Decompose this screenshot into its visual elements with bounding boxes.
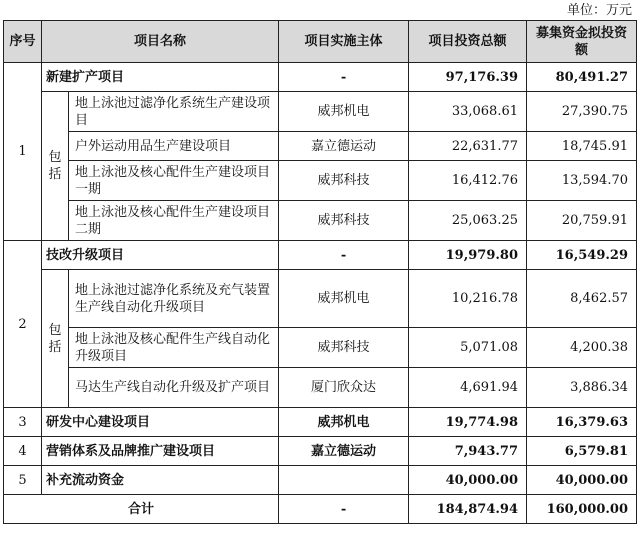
sub-entity: 威邦科技 (279, 201, 409, 241)
sub-total: 22,631.77 (409, 132, 527, 161)
row-no: 1 (4, 63, 42, 241)
row-no: 4 (4, 437, 42, 466)
header-row (4, 21, 637, 63)
row-no: 3 (4, 408, 42, 437)
sub-row (4, 92, 637, 132)
sub-raised: 8,462.57 (527, 270, 637, 328)
sub-total: 10,216.78 (409, 270, 527, 328)
sub-row (4, 328, 637, 368)
sub-entity: 威邦科技 (279, 328, 409, 368)
sub-name: 地上泳池过滤净化系统生产建设项目 (69, 92, 279, 132)
sub-raised: 18,745.91 (527, 132, 637, 161)
header-name: 项目名称 (42, 21, 279, 63)
project-name: 研发中心建设项目 (42, 408, 279, 437)
sub-raised: 4,200.38 (527, 328, 637, 368)
project-raised: 16,379.63 (527, 408, 637, 437)
total-total: 184,874.94 (409, 495, 527, 524)
bao-char: 包 (48, 150, 62, 165)
sub-total: 25,063.25 (409, 201, 527, 241)
header-entity: 项目实施主体 (279, 21, 409, 63)
project-raised: 6,579.81 (527, 437, 637, 466)
sub-raised: 13,594.70 (527, 161, 637, 201)
project-entity: 威邦机电 (279, 408, 409, 437)
group-entity: - (279, 63, 409, 92)
project-name: 营销体系及品牌推广建设项目 (42, 437, 279, 466)
sub-name: 地上泳池及核心配件生产建设项目二期 (69, 201, 279, 241)
sub-row (4, 161, 637, 201)
project-raised: 40,000.00 (527, 466, 637, 495)
sub-entity: 威邦机电 (279, 270, 409, 328)
group-total: 97,176.39 (409, 63, 527, 92)
kuo-char: 括 (48, 167, 62, 182)
sub-raised: 27,390.75 (527, 92, 637, 132)
group-raised: 16,549.29 (527, 241, 637, 270)
total-entity: - (279, 495, 409, 524)
total-label: 合计 (4, 495, 279, 524)
sub-total: 4,691.94 (409, 368, 527, 408)
sub-entity: 厦门欣众达 (279, 368, 409, 408)
sub-total: 5,071.08 (409, 328, 527, 368)
total-raised: 160,000.00 (527, 495, 637, 524)
total-row (4, 495, 637, 524)
group-total: 19,979.80 (409, 241, 527, 270)
project-row (4, 408, 637, 437)
sub-entity: 嘉立德运动 (279, 132, 409, 161)
sub-name: 地上泳池及核心配件生产线自动化升级项目 (69, 328, 279, 368)
sub-total: 16,412.76 (409, 161, 527, 201)
investment-table (3, 20, 637, 524)
sub-raised: 3,886.34 (527, 368, 637, 408)
sub-row (4, 368, 637, 408)
group-row (4, 241, 637, 270)
sub-raised: 20,759.91 (527, 201, 637, 241)
unit-label: 单位：万元 (566, 3, 632, 18)
project-entity (279, 466, 409, 495)
sub-row (4, 201, 637, 241)
sub-name: 地上泳池及核心配件生产建设项目一期 (69, 161, 279, 201)
kuo-char: 括 (48, 339, 62, 355)
bao-kuo-label (42, 92, 69, 241)
group-row (4, 63, 637, 92)
header-raised: 募集资金拟投资额 (527, 21, 637, 63)
bao-char: 包 (48, 322, 62, 338)
project-row (4, 466, 637, 495)
group-raised: 80,491.27 (527, 63, 637, 92)
project-row (4, 437, 637, 466)
sub-name: 地上泳池过滤净化系统及充气装置生产线自动化升级项目 (69, 270, 279, 328)
project-total: 7,943.77 (409, 437, 527, 466)
row-no: 2 (4, 241, 42, 408)
row-no: 5 (4, 466, 42, 495)
project-name: 补充流动资金 (42, 466, 279, 495)
header-no: 序号 (4, 21, 42, 63)
project-entity: 嘉立德运动 (279, 437, 409, 466)
bao-kuo-label (42, 270, 69, 408)
header-total: 项目投资总额 (409, 21, 527, 63)
group-entity: - (279, 241, 409, 270)
sub-name: 户外运动用品生产建设项目 (69, 132, 279, 161)
sub-name: 马达生产线自动化升级及扩产项目 (69, 368, 279, 408)
group-name: 技改升级项目 (42, 241, 279, 270)
sub-total: 33,068.61 (409, 92, 527, 132)
project-total: 19,774.98 (409, 408, 527, 437)
sub-row (4, 132, 637, 161)
sub-entity: 威邦机电 (279, 92, 409, 132)
sub-entity: 威邦科技 (279, 161, 409, 201)
group-name: 新建扩产项目 (42, 63, 279, 92)
sub-row (4, 270, 637, 328)
project-total: 40,000.00 (409, 466, 527, 495)
